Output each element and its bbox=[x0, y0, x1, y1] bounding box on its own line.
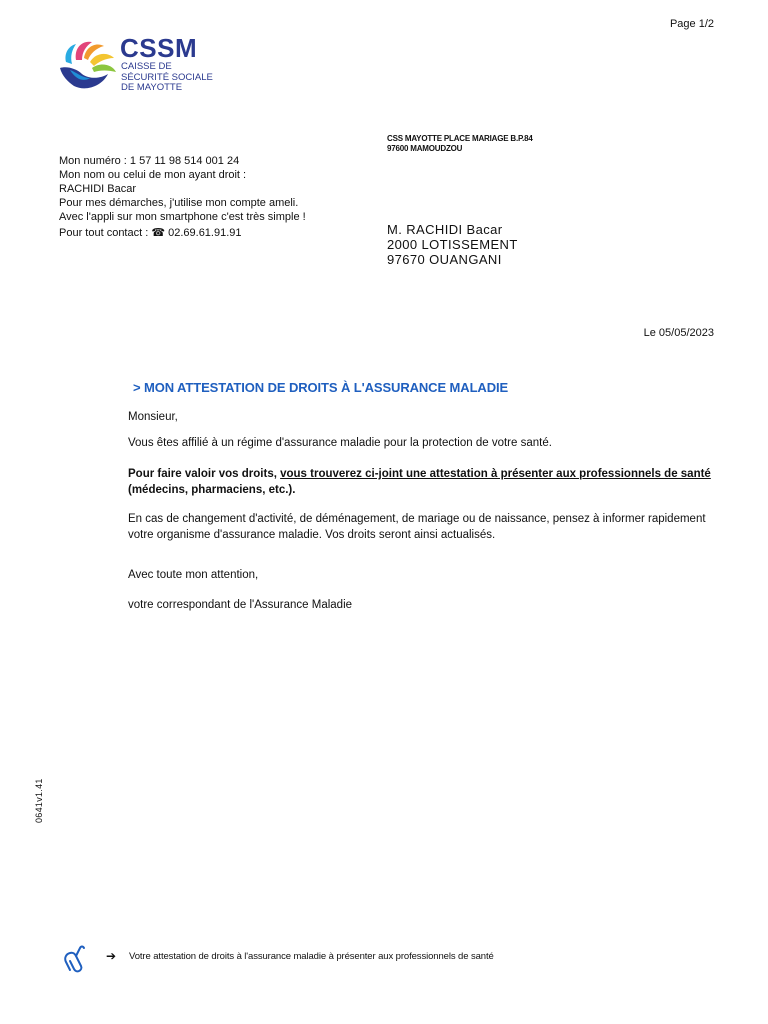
app-info: Avec l'appli sur mon smartphone c'est très simple ! bbox=[59, 211, 306, 223]
rights-suffix: (médecins, pharmaciens, etc.). bbox=[128, 484, 296, 496]
document-reference: 0641v1.41 bbox=[34, 778, 44, 823]
signature: votre correspondant de l'Assurance Maladie bbox=[128, 599, 353, 611]
phone-icon: ☎ bbox=[151, 227, 166, 239]
recipient-address-line: 2000 LOTISSEMENT bbox=[387, 237, 518, 252]
salutation: Monsieur, bbox=[128, 411, 178, 423]
recipient-name: M. RACHIDI Bacar bbox=[387, 222, 503, 237]
logo-title: CSSM bbox=[120, 33, 198, 63]
rights-underlined: vous trouverez ci-joint une attestation à présenter aux professionnels de santé bbox=[280, 468, 711, 480]
contact-label: Pour tout contact : bbox=[59, 227, 149, 239]
contact-line bbox=[59, 226, 306, 240]
account-number: Mon numéro : 1 57 11 98 514 001 24 bbox=[59, 155, 240, 167]
beneficiary-label: Mon nom ou celui de mon ayant droit : bbox=[59, 169, 247, 181]
letter-heading: > MON ATTESTATION DE DROITS À L'ASSURANCE MALADIE bbox=[133, 380, 509, 395]
arrow-right-icon: ➔ bbox=[106, 949, 117, 963]
letter-date: Le 05/05/2023 bbox=[643, 327, 714, 339]
rights-prefix: Pour faire valoir vos droits, bbox=[128, 468, 281, 480]
cssm-logo-icon bbox=[56, 38, 118, 94]
recipient-address-line: 97670 OUANGANI bbox=[387, 252, 502, 267]
logo-subtitle bbox=[121, 62, 213, 94]
contact-phone: 02.69.61.91.91 bbox=[168, 227, 242, 239]
logo-subtitle-line: CAISSE DE bbox=[121, 61, 172, 72]
ameli-info: Pour mes démarches, j'utilise mon compte ameli. bbox=[59, 197, 299, 209]
account-info bbox=[59, 154, 306, 240]
paragraph-rights bbox=[128, 466, 718, 498]
paragraph-affiliation: Vous êtes affilié à un régime d'assurance maladie pour la protection de votre santé. bbox=[128, 437, 552, 449]
sender-line: 97600 MAMOUDZOU bbox=[387, 144, 463, 153]
sender-line: CSS MAYOTTE PLACE MARIAGE B.P.84 bbox=[387, 134, 533, 143]
sender-address bbox=[387, 134, 533, 154]
page-number: Page 1/2 bbox=[669, 18, 714, 30]
paragraph-changes: En cas de changement d'activité, de déménagement, de mariage ou de naissance, pensez à informer rapidement votre organisme d'assurance maladie. Vos droits seront ainsi actualisés. bbox=[128, 513, 706, 541]
logo-subtitle-line: SÉCURITÉ SOCIALE bbox=[121, 71, 213, 83]
attachment-description: Votre attestation de droits à l'assurance maladie à présenter aux professionnels de santé bbox=[129, 951, 494, 962]
closing: Avec toute mon attention, bbox=[128, 569, 259, 581]
logo-subtitle-line: DE MAYOTTE bbox=[121, 82, 183, 93]
beneficiary-name: RACHIDI Bacar bbox=[59, 183, 137, 195]
recipient-address bbox=[387, 222, 518, 267]
paperclip-icon bbox=[62, 944, 86, 974]
